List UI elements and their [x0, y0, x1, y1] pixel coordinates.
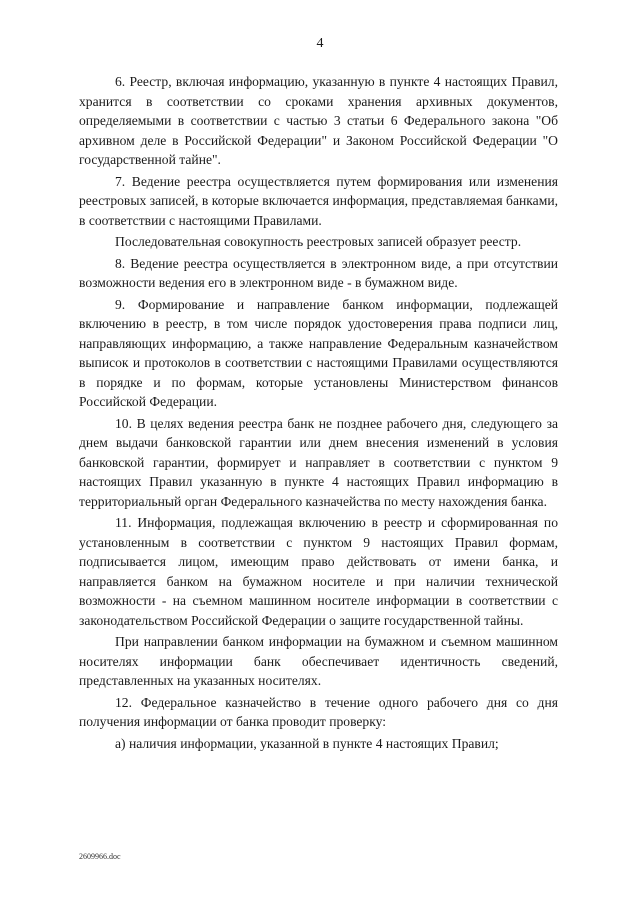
- document-body: [79, 72, 558, 753]
- page-number: 4: [316, 36, 324, 51]
- paragraph-11: 11. Информация, подлежащая включению в реестр и сформированная по установленным в соответствии с пунктом 9 настоящих Правил формам, подписывается лицом, имеющим право действовать от имени банка, и направляется банком на бумажном носителе и при наличии технической возможности - на съемном машинном носителе информации в соответствии с законодательством Российской Федерации о защите государственной тайны.: [79, 515, 558, 628]
- paragraph-8: 8. Ведение реестра осуществляется в электронном виде, а при отсутствии возможности ведения его в электронном виде - в бумажном виде.: [79, 255, 558, 290]
- paragraph-9: 9. Формирование и направление банком информации, подлежащей включению в реестр, в том числе порядок удостоверения права подписи лиц, направляющих информацию, а также направление Федеральным казначейством выписок и протоколов в соответствии с настоящими Правилами осуществляются в порядке и по формам, которые установлены Министерством финансов Российской Федерации.: [79, 296, 558, 409]
- paragraph-12-item-a: а) наличия информации, указанной в пункте 4 настоящих Правил;: [115, 735, 499, 751]
- paragraph-10: 10. В целях ведения реестра банк не позднее рабочего дня, следующего за днем выдачи банковской гарантии или днем внесения изменений в условия банковской гарантии, формирует и направляет в соответствии с пунктом 9 настоящих Правил указанную в пункте 4 настоящих Правил информацию в территориальный орган Федерального казначейства по месту нахождения банка.: [79, 415, 558, 509]
- file-name-footer: 2609966.doc: [79, 852, 121, 861]
- paragraph-7: 7. Ведение реестра осуществляется путем формирования или изменения реестровых записей, в которые включается информация, представляемая банками, в соответствии с настоящими Правилами.: [79, 173, 558, 228]
- paragraph-6: 6. Реестр, включая информацию, указанную в пункте 4 настоящих Правил, хранится в соответствии со сроками хранения архивных документов, определяемыми в соответствии с частью 3 статьи 6 Федерального закона "Об архивном деле в Российской Федерации" и Законом Российской Федерации "О государственной тайне".: [79, 74, 558, 167]
- paragraph-12: 12. Федеральное казначейство в течение одного рабочего дня со дня получения информации от банка проводит проверку:: [79, 694, 558, 729]
- paragraph-7-continuation: Последовательная совокупность реестровых записей образует реестр.: [115, 234, 522, 249]
- paragraph-11-continuation: При направлении банком информации на бумажном и съемном машинном носителях информации банк обеспечивает идентичность сведений, представленных на указанных носителях.: [79, 634, 558, 688]
